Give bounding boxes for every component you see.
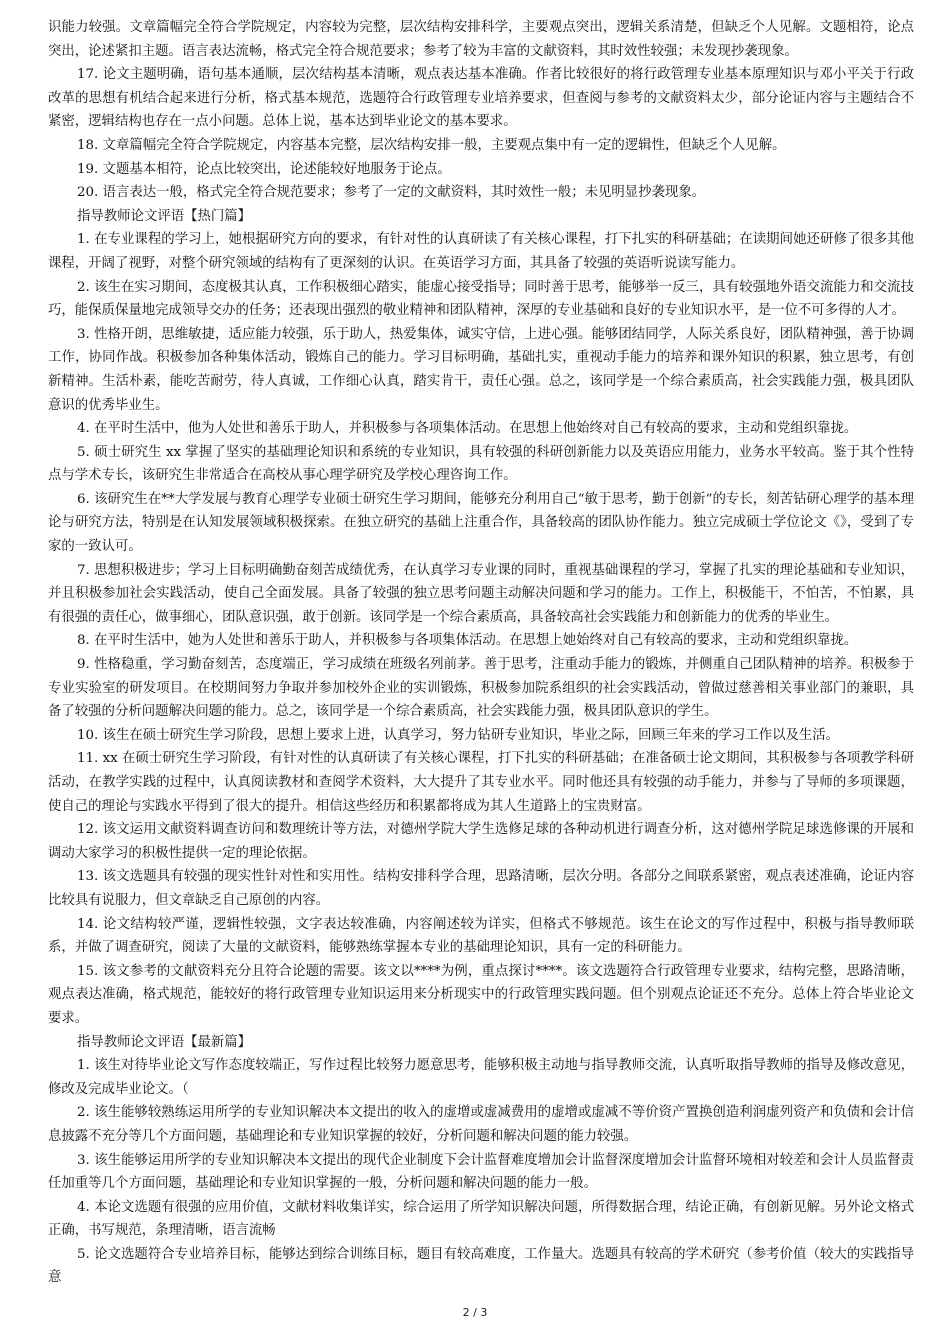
list-item: 19. 文题基本相符，论点比较突出，论述能较好地服务于论点。	[77, 161, 451, 177]
list-item: 1. 该生对待毕业论文写作态度较端正，写作过程比较努力愿意思考，能够积极主动地与指导教师交流，认真听取指导教师的指导及修改意见，修改及完成毕业论文。（	[48, 1058, 914, 1097]
list-item: 20. 语言表达一般，格式完全符合规范要求；参考了一定的文献资料，其时效性一般；未见明显抄袭现象。	[77, 185, 706, 201]
list-item: 8. 在平时生活中，她为人处世和善乐于助人，并积极参与各项集体活动。在思想上她始终对自己有较高的要求，主动和党组织靠拢。	[77, 633, 858, 649]
list-item: 6. 该研究生在**大学发展与教育心理学专业硕士研究生学习期间，能够充分利用自己“敏于思考，勤于创新”的专长，刻苦钻研心理学的基本理论与研究方法，特别是在认知发展领域积极探索。在独立研究的基础上注重合作，具备较高的团队协作能力。独立完成硕士学位论文《》，受到了专家的一致认可。	[48, 491, 914, 555]
list-item: 12. 该文运用文献资料调查访问和数理统计等方法，对德州学院大学生选修足球的各种动机进行调查分析，这对德州学院足球选修课的开展和调动大家学习的积极性提供一定的理论依据。	[48, 822, 914, 861]
list-item: 2. 该生在实习期间，态度极其认真，工作积极细心踏实，能虚心接受指导；同时善于思考，能够举一反三，具有较强地外语交流能力和交流技巧，能保质保量地完成领导交办的任务；还表现出强烈的敬业精神和团队精神，深厚的专业基础和良好的专业知识水平，是一位不可多得的人才。	[48, 279, 914, 319]
list-item: 9. 性格稳重，学习勤奋刻苦，态度端正，学习成绩在班级名列前茅。善于思考，注重动手能力的锻炼，并侧重自己团队精神的培养。积极参于专业实验室的研发项目。在校期间努力争取并参加校外企业的实训锻炼，积极参加院系组织的社会实践活动，曾做过慈善相关事业部门的兼职，具备了较强的分析问题解决问题的能力。总之，该同学是一个综合素质高，社会实践能力强，极具团队意识的学生。	[48, 657, 914, 720]
list-item: 4. 本论文选题有很强的应用价值，文献材料收集详实，综合运用了所学知识解决问题，所得数据合理，结论正确，有创新见解。另外论文格式正确，书写规范，条理清晰，语言流畅	[48, 1199, 914, 1239]
list-item: 18. 文章篇幅完全符合学院规定，内容基本完整，层次结构安排一般，主要观点集中有一定的逻辑性，但缺乏个人见解。	[77, 137, 786, 153]
list-item: 4. 在平时生活中，他为人处世和善乐于助人，并积极参与各项集体活动。在思想上他始终对自己有较高的要求，主动和党组织靠拢。	[77, 421, 858, 437]
list-item: 1. 在专业课程的学习上，她根据研究方向的要求，有针对性的认真研读了有关核心课程，打下扎实的科研基础；在读期间她还研修了很多其他课程，开阔了视野，对整个研究领域的结构有了更深刻的认识。在英语学习方面，其具备了较强的英语听说读写能力。	[48, 232, 914, 271]
section-heading-new: 指导教师论文评语【最新篇】	[77, 1034, 252, 1050]
list-item: 17. 论文主题明确，语句基本通顺，层次结构基本清晰，观点表达基本准确。作者比较很好的将行政管理专业基本原理知识与邓小平关于行政改革的思想有机结合起来进行分析，格式基本规范，选题符合行政管理专业培养要求，但查阅与参考的文献资料太少，部分论证内容与主题结合不紧密，逻辑结构也存在一点小问题。总体上说，基本达到毕业论文的基本要求。	[48, 67, 914, 130]
list-item: 7. 思想积极进步；学习上目标明确勤奋刻苦成绩优秀，在认真学习专业课的同时，重视基础课程的学习，掌握了扎实的理论基础和专业知识，并且积极参加社会实践活动，使自己全面发展。具备了较强的独立思考问题主动解决问题和学习的能力。工作上，积极能干，不怕苦，不怕累，具有很强的责任心，做事细心，团队意识强，敢于创新。该同学是一个综合素质高，具备较高社会实践能力和创新能力的优秀的毕业生。	[48, 562, 914, 625]
list-item: 5. 硕士研究生 xx 掌握了坚实的基础理论知识和系统的专业知识，具有较强的科研创新能力以及英语应用能力，业务水平较高。鉴于其个性特点与学术专长，该研究生非常适合在高校从事心理学研究及学校心理咨询工作。	[48, 444, 914, 484]
list-item: 5. 论文选题符合专业培养目标，能够达到综合训练目标，题目有较高难度，工作量大。选题具有较高的学术研究（参考价值（较大的实践指导意	[48, 1246, 914, 1286]
list-item: 13. 该文选题具有较强的现实性针对性和实用性。结构安排科学合理，思路清晰，层次分明。各部分之间联系紧密，观点表述准确，论证内容比较具有说服力，但文章缺乏自己原创的内容。	[48, 869, 914, 908]
list-item: 14. 论文结构较严谨，逻辑性较强，文字表达较准确，内容阐述较为详实，但格式不够规范。该生在论文的写作过程中，积极与指导教师联系，并做了调查研究，阅读了大量的文献资料，能够熟练掌握本专业的基础理论知识，具有一定的科研能力。	[48, 916, 914, 956]
list-item: 10. 该生在硕士研究生学习阶段，思想上要求上进，认真学习，努力钻研专业知识，毕业之际，回顾三年来的学习工作以及生活。	[77, 727, 840, 743]
paragraph-continuation: 识能力较强。文章篇幅完全符合学院规定，内容较为完整，层次结构安排科学，主要观点突出，逻辑关系清楚，但缺乏个人见解。文题相符，论点突出，论述紧扣主题。语言表达流畅，格式完全符合规范要求；参考了较为丰富的文献资料，其时效性较强；未发现抄袭现象。	[48, 20, 914, 59]
document-body	[48, 16, 914, 1290]
page-number: 2 / 3	[462, 1306, 488, 1319]
list-item: 2. 该生能够较熟练运用所学的专业知识解决本文提出的收入的虚增或虚减费用的虚增或虚减不等价资产置换创造利润虚列资产和负债和会计信息披露不充分等几个方面问题，基础理论和专业知识掌握的较好，分析问题和解决问题的能力较强。	[48, 1105, 914, 1144]
list-item: 11. xx 在硕士研究生学习阶段，有针对性的认真研读了有关核心课程，打下扎实的科研基础；在准备硕士论文期间，其积极参与各项教学科研活动，在教学实践的过程中，认真阅读教材和查阅学术资料，大大提升了其专业水平。同时他还具有较强的动手能力，并参与了导师的多项课题，使自己的理论与实践水平得到了很大的提升。相信这些经历和积累都将成为其人生道路上的宝贵财富。	[48, 751, 914, 814]
list-item: 3. 性格开朗，思维敏捷，适应能力较强，乐于助人，热爱集体，诚实守信，上进心强。能够团结同学，人际关系良好，团队精神强，善于协调工作，协同作战。积极参加各种集体活动，锻炼自己的能力。学习目标明确，基础扎实，重视动手能力的培养和课外知识的积累，独立思考，有创新精神。生活朴素，能吃苦耐劳，待人真诚，工作细心认真，踏实肯干，责任心强。总之，该同学是一个综合素质高，社会实践能力强，极具团队意识的优秀毕业生。	[48, 326, 914, 413]
list-item: 15. 该文参考的文献资料充分且符合论题的需要。该文以****为例，重点探讨****。该文选题符合行政管理专业要求，结构完整，思路清晰，观点表达准确，格式规范，能较好的将行政管理专业知识运用来分析现实中的行政管理实践问题。但个别观点论证还不充分。总体上符合毕业论文要求。	[48, 963, 914, 1026]
list-item: 3. 该生能够运用所学的专业知识解决本文提出的现代企业制度下会计监督难度增加会计监督深度增加会计监督环境相对较差和会计人员监督责任加重等几个方面问题，基础理论和专业知识掌握的一般，分析问题和解决问题的能力一般。	[48, 1152, 914, 1192]
section-heading-hot: 指导教师论文评语【热门篇】	[77, 208, 252, 224]
